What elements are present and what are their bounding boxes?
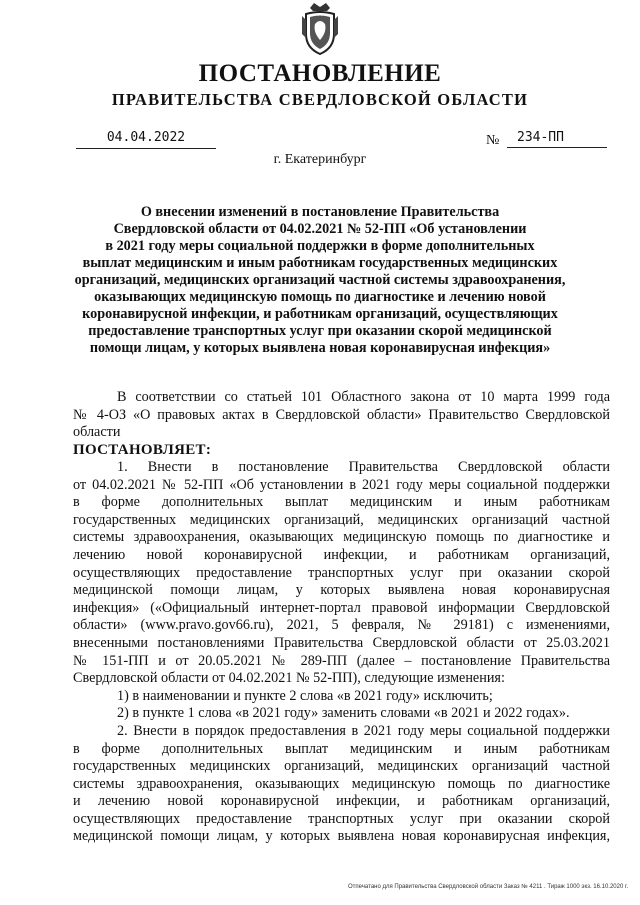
title-line: О внесении изменений в постановление Правительства <box>140 204 500 220</box>
text-line: № 4-ОЗ «О правовых актах в Свердловской области» Правительство Свердловской <box>73 406 610 423</box>
title-line: предоставление транспортных услуг при оказании скорой медицинской <box>88 323 552 339</box>
text-line: № 151-ПП и от 20.05.2021 № 289-ПП (далее – постановление Правительства <box>73 652 610 669</box>
text-line: системы здравоохранения, оказывающих медицинскую помощь по диагностике и <box>73 529 610 546</box>
text-line: 2. Внести в порядок предоставления в 2021 году меры социальной поддержки <box>117 722 610 739</box>
resolution-body <box>73 459 610 846</box>
text-line: внесенными постановлениями Правительства Свердловской области от 25.03.2021 <box>73 634 610 651</box>
text-line: 2) в пункте 1 слова «в 2021 году» заменить словами «в 2021 и 2022 годах». <box>117 705 570 722</box>
text-line: осуществляющих предоставление транспортных услуг при оказании скорой <box>73 564 610 581</box>
document-title <box>72 204 568 357</box>
document-date: 04.04.2022 <box>76 130 216 149</box>
document-type-heading: ПОСТАНОВЛЕНИЕ <box>198 60 442 87</box>
text-line: 1. Внести в постановление Правительства Свердловской области <box>117 459 610 475</box>
issuing-authority: ПРАВИТЕЛЬСТВА СВЕРДЛОВСКОЙ ОБЛАСТИ <box>111 90 529 109</box>
sverdlovsk-coat-of-arms-icon <box>300 2 340 56</box>
text-line: 1) в наименовании и пункте 2 слова «в 2021 году» исключить; <box>117 687 493 704</box>
text-line: государственных медицинских организаций, медицинских организаций частной <box>73 758 610 775</box>
title-line: оказывающих медицинскую помощь по диагностике и лечению новой <box>94 289 546 305</box>
city: г. Екатеринбург <box>273 152 367 167</box>
title-line: коронавирусной инфекции, и работникам организаций, осуществляющих <box>82 306 558 322</box>
title-line: выплат медицинским и иным работникам государственных медицинских <box>82 255 558 271</box>
text-line: и лечению новой коронавирусной инфекции, и работникам организаций, <box>73 793 610 810</box>
text-line: В соответствии со статьей 101 Областного закона от 10 марта 1999 года <box>117 389 610 405</box>
text-line: в форме дополнительных выплат медицинским и иным работникам <box>73 494 610 511</box>
text-line: системы здравоохранения, оказывающих медицинскую помощь по диагностике <box>73 775 610 792</box>
document-number: 234-ПП <box>507 130 607 148</box>
text-line: государственных медицинских организаций, медицинских организаций частной <box>73 511 610 528</box>
number-label: № <box>486 133 500 148</box>
text-line: области» (www.pravo.gov66.ru), 2021, 5 февраля, № 29181) с изменениями, <box>73 617 610 634</box>
resolves-heading: ПОСТАНОВЛЯЕТ: <box>73 442 212 458</box>
text-line: лечению новой коронавирусной инфекции, и работникам организаций, <box>73 546 610 563</box>
title-line: в 2021 году меры социальной поддержки в форме дополнительных <box>105 238 535 254</box>
print-footer: Отпечатано для Правительства Свердловской области Заказ № 4211 . Тираж 1000 экз. 16.10.2020 г. <box>348 884 629 890</box>
text-line: осуществляющих предоставление транспортных услуг при оказании скорой <box>73 810 610 827</box>
text-line: инфекция» («Официальный интернет-портал правовой информации Свердловской <box>73 599 610 616</box>
text-line: от 04.02.2021 № 52-ПП «Об установлении в 2021 году меры социальной поддержки <box>73 476 610 493</box>
preamble <box>73 389 610 442</box>
text-line: Свердловской области от 04.02.2021 № 52-ПП), следующие изменения: <box>73 670 505 687</box>
text-line: медицинской помощи лицам, у которых выявлена новая коронавирусная инфекция, <box>73 828 610 845</box>
text-line: медицинской помощи лицам, у которых выявлена новая коронавирусная <box>73 582 610 599</box>
title-line: помощи лицам, у которых выявлена новая коронавирусная инфекция» <box>89 340 551 356</box>
title-line: Свердловской области от 04.02.2021 № 52-ПП «Об установлении <box>113 221 527 237</box>
text-line: области <box>73 424 121 441</box>
title-line: организаций, медицинских организаций частной системы здравоохранения, <box>74 272 566 288</box>
text-line: в форме дополнительных выплат медицинским и иным работникам <box>73 740 610 757</box>
